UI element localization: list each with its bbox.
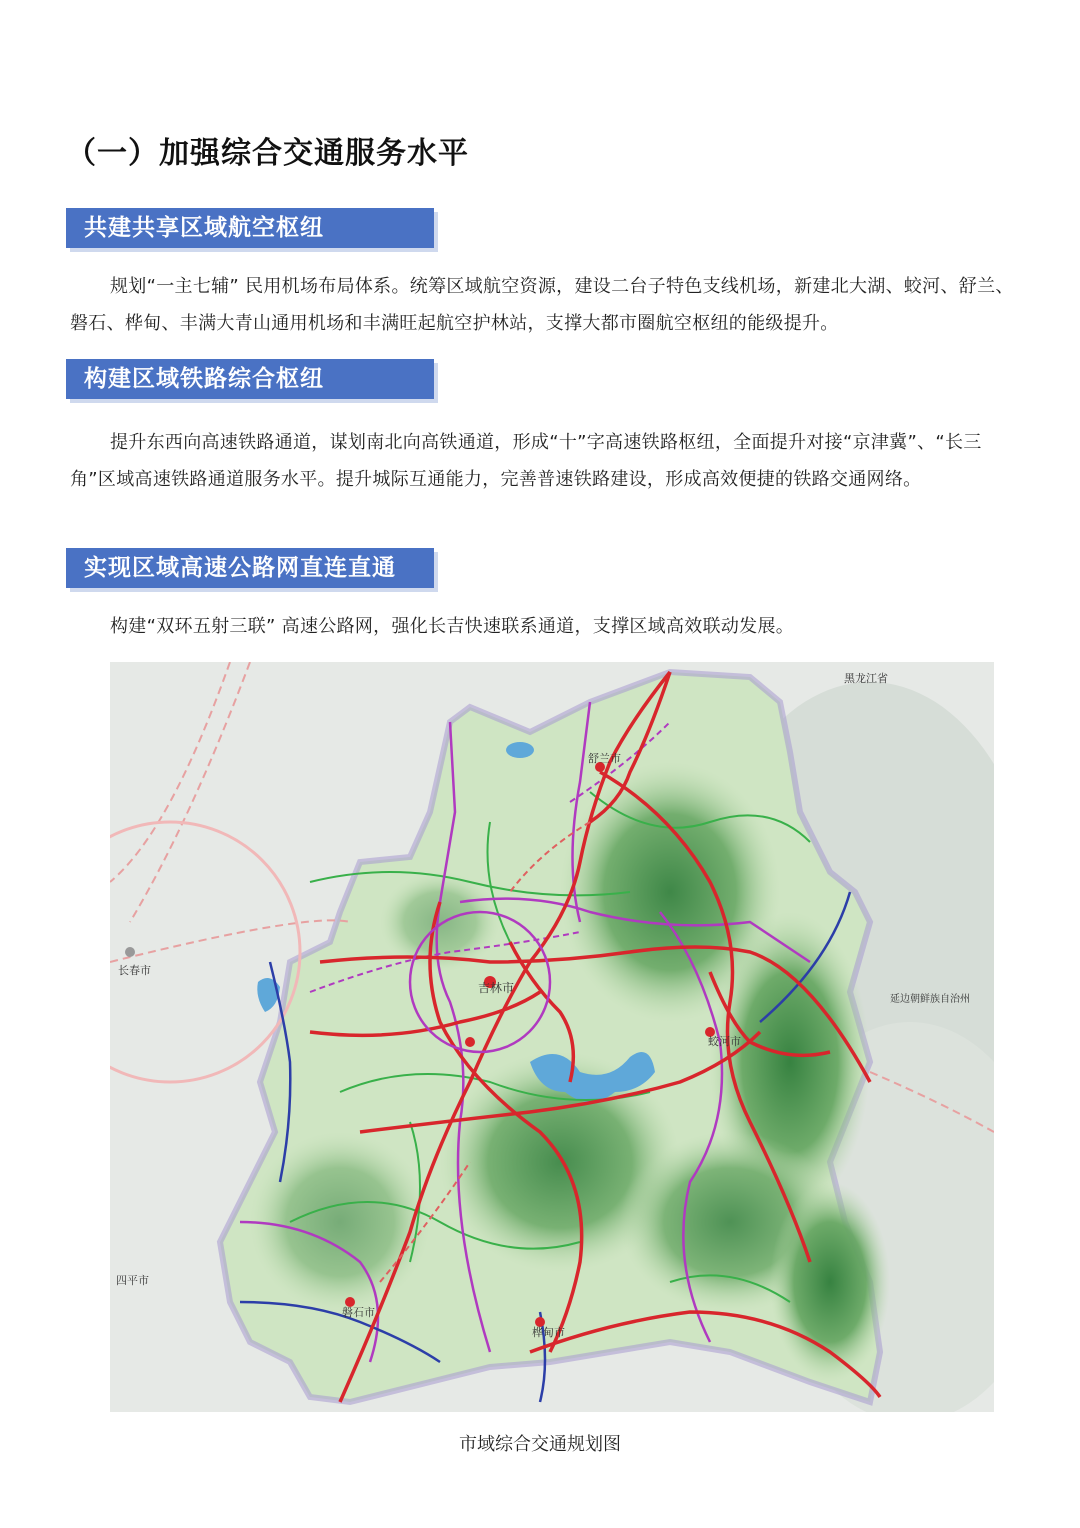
map-caption: 市域综合交通规划图 — [459, 1434, 621, 1455]
section-body-railway: 提升东西向高速铁路通道，谋划南北向高铁通道，形成“十”字高速铁路枢纽，全面提升对接“京津冀”、“长三角”区域高速铁路通道服务水平。提升城际互通能力，完善普速铁路建设，形成高效便捷的铁路交通网络。 — [70, 432, 982, 490]
label-siping: 四平市 — [116, 1274, 149, 1287]
label-heilongjiang: 黑龙江省 — [844, 672, 888, 685]
label-huadian: 桦甸市 — [532, 1326, 565, 1339]
section-heading-railway: 构建区域铁路综合枢纽 — [66, 359, 434, 399]
label-changchun: 长春市 — [118, 964, 151, 977]
label-jilin: 吉林市 — [478, 981, 515, 995]
label-panshi: 磐石市 — [342, 1306, 375, 1319]
page-title: （一）加强综合交通服务水平 — [66, 136, 469, 171]
label-shulan: 舒兰市 — [588, 752, 621, 765]
map-svg — [110, 662, 994, 1412]
mountain-shading — [250, 1132, 430, 1312]
section-body-aviation: 规划“一主七辅” 民用机场布局体系。统筹区域航空资源，建设二台子特色支线机场，新建北大湖、蛟河、舒兰、磐石、桦甸、丰满大青山通用机场和丰满旺起航空护林站，支撑大都市圈航空枢纽的能级提升。 — [70, 276, 1014, 334]
lake-north — [506, 742, 534, 758]
section-heading-aviation: 共建共享区域航空枢纽 — [66, 208, 434, 248]
label-jiaohe: 蛟河市 — [708, 1035, 741, 1048]
label-yanbian: 延边朝鲜族自治州 — [890, 994, 970, 1005]
section-heading-highway: 实现区域高速公路网直连直通 — [66, 548, 434, 588]
section-body-highway: 构建“双环五射三联” 高速公路网，强化长吉快速联系通道，支撑区域高效联动发展。 — [110, 616, 795, 637]
transport-map — [110, 662, 994, 1412]
